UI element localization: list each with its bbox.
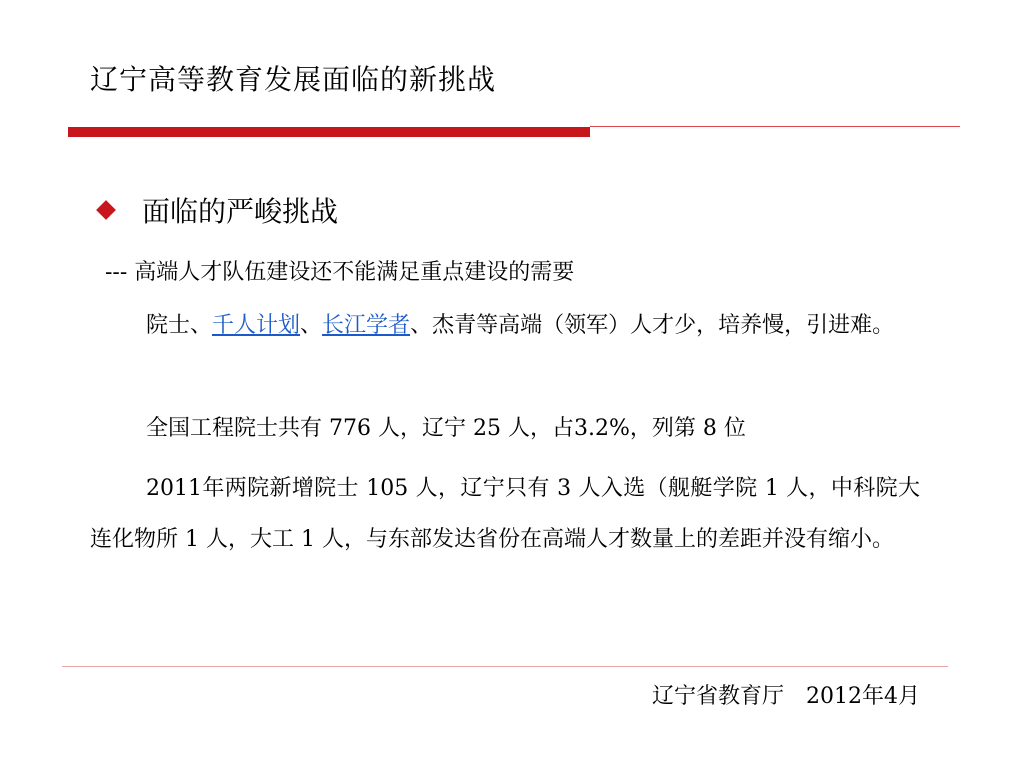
footer-source: 辽宁省教育厅 2012年4月 — [652, 684, 920, 709]
diamond-bullet-icon — [96, 200, 116, 220]
link-changjiang-scholars[interactable]: 长江学者 — [322, 313, 411, 338]
paragraph-academician-stats: 全国工程院士共有 776 人，辽宁 25 人，占3.2%，列第 8 位 — [146, 416, 746, 441]
paragraph-1-separator: 、 — [300, 313, 323, 338]
link-thousand-talents-plan[interactable]: 千人计划 — [212, 313, 301, 338]
title-divider-thin — [590, 126, 960, 127]
paragraph-1-prefix: 院士、 — [146, 313, 213, 338]
paragraph-1-suffix: 、杰青等高端（领军）人才少，培养慢，引进难。 — [410, 313, 895, 338]
paragraph-new-academicians: 2011年两院新增院士 105 人，辽宁只有 3 人入选（舰艇学院 1 人，中科院大连化物所 1 人，大工 1 人，与东部发达省份在高端人才数量上的差距并没有缩小。 — [90, 476, 920, 552]
section-heading: 面临的严峻挑战 — [142, 195, 339, 228]
title-divider-thick — [68, 127, 590, 137]
paragraph-talent-shortage — [90, 310, 920, 342]
slide-title: 辽宁高等教育发展面临的新挑战 — [90, 63, 497, 96]
section-subheading: --- 高端人才队伍建设还不能满足重点建设的需要 — [105, 260, 575, 285]
footer-divider — [62, 666, 948, 667]
